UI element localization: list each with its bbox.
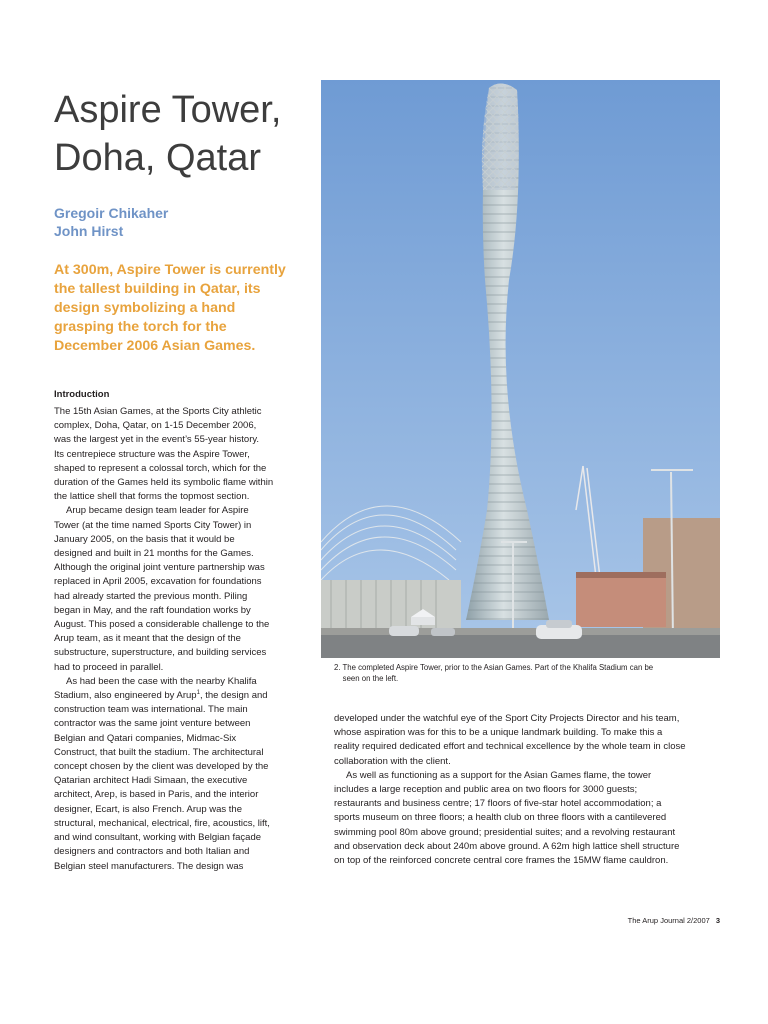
text-line: sports museum on three floors; a health club on three floors with a cantilevered [334, 812, 667, 824]
text-line: developed under the watchful eye of the Sport City Projects Director and his team, [334, 713, 680, 724]
text-line: substructure, superstructure, and building services [54, 647, 267, 659]
text-line: structural, mechanical, electrical, fire, acoustics, lift, [54, 817, 270, 829]
text-line: had already started the previous month. Piling [54, 590, 248, 602]
figure-caption [334, 663, 720, 684]
text-line: began in May, and the raft foundation works by [54, 604, 251, 616]
text-line: Arup became design team leader for Aspire [66, 505, 249, 517]
section-heading-introduction: Introduction [54, 389, 110, 400]
page-number: 3 [715, 916, 720, 925]
text-line: Construct, that built the stadium. The architectural [54, 746, 264, 758]
text-line: complex, Doha, Qatar, on 1-15 December 2006, [54, 420, 257, 432]
paragraph-4 [334, 712, 720, 769]
text-line: January 2005, on the basis that it would be [54, 533, 235, 545]
reference-superscript: 1 [196, 689, 200, 696]
text-line: Arup team, as it meant that the design of the [54, 633, 241, 645]
text-line: designers and contractors and both Italian and [54, 846, 250, 858]
title-line-2: Doha, Qatar [54, 137, 261, 179]
author-1: Gregoir Chikaher [54, 205, 169, 221]
text-line: includes a large reception and public area on two floors for 3000 guests; [334, 784, 638, 796]
page-footer [628, 916, 720, 925]
text-line: designer, Ecart, is also French. Arup was the [54, 803, 242, 815]
paragraph-5 [334, 769, 720, 868]
text-line: was the largest yet in the event’s 55-year history. [54, 434, 260, 446]
text-line: had to proceed in parallel. [54, 661, 164, 673]
standfirst: At 300m, Aspire Tower is currently the tallest building in Qatar, its design symbolizing a hand grasping the torch for the December 2006 Asian Games. [54, 262, 286, 354]
text-line: reality required dedicated effort and technical excellence by the whole team in close [334, 741, 686, 753]
text-line: contractor was the same joint venture between [54, 718, 251, 730]
text-line: duration of the Games held its symbolic flame within [54, 477, 274, 489]
text-line: collaboration with the client. [334, 755, 451, 767]
text-line: Belgian and Qatari companies, Midmac-Six [54, 732, 237, 744]
text-line: Belgian steel manufacturers. The design was [54, 860, 244, 872]
body-column-1 [54, 405, 294, 874]
text-line: swimming pool 80m above ground; presidential suites; and a revolving restaurant [334, 826, 676, 838]
text-line: Its centrepiece structure was the Aspire Tower, [54, 448, 250, 460]
text-fragment: Stadium, also engineered by Arup [54, 690, 197, 702]
paragraph-2 [54, 504, 294, 674]
body-column-2 [334, 712, 720, 868]
text-line: the lattice shell that forms the topmost section. [54, 491, 250, 503]
text-line: architect, Arep, is based in Paris, and the interior [54, 789, 259, 801]
title-line-1: Aspire Tower, [54, 89, 282, 131]
aspire-tower-photo [321, 80, 720, 658]
text-line: construction team was international. The main [54, 704, 248, 716]
text-line: on top of the reinforced concrete central core frames the 15MW flame cauldron. [334, 855, 669, 867]
text-line: replaced in April 2005, excavation for foundations [54, 576, 262, 588]
caption-line: seen on the left. [334, 673, 399, 683]
text-line: The 15th Asian Games, at the Sports City athletic [54, 406, 262, 417]
text-line: and wind consultant, working with Belgian façade [54, 832, 262, 844]
journal-name: The Arup Journal 2/2007 [627, 916, 710, 925]
paragraph-1 [54, 405, 294, 504]
text-line: Although the original joint venture partnership was [54, 562, 265, 574]
text-line: restaurants and business centre; 17 floors of five-star hotel accommodation; a [334, 798, 662, 810]
text-line: whose aspiration was for this to be a unique landmark building. To make this a [334, 727, 663, 739]
author-2: John Hirst [54, 223, 124, 239]
text-line: designed and built in 21 months for the Games. [54, 548, 254, 560]
text-line: shaped to represent a colossal torch, which for the [54, 462, 267, 474]
text-line: As had been the case with the nearby Khalifa [66, 675, 257, 687]
text-line: August. This posed a considerable challenge to the [54, 619, 270, 631]
text-line: and observation deck about 240m above ground. A 62m high lattice shell structure [334, 840, 680, 852]
text-fragment: , the design and [199, 690, 268, 702]
text-line: Qatarian architect Hadi Simaan, the executive [54, 775, 248, 787]
text-line: Tower (at the time named Sports City Tower) in [54, 519, 252, 531]
text-line: concept chosen by the client was developed by the [54, 761, 269, 773]
text-line [54, 689, 294, 703]
article-title [54, 86, 314, 182]
caption-line: 2. The completed Aspire Tower, prior to the Asian Games. Part of the Khalifa Stadium can be [334, 663, 654, 672]
text-line: As well as functioning as a support for the Asian Games flame, the tower [346, 769, 652, 781]
paragraph-3 [54, 675, 294, 874]
authors [54, 204, 314, 240]
